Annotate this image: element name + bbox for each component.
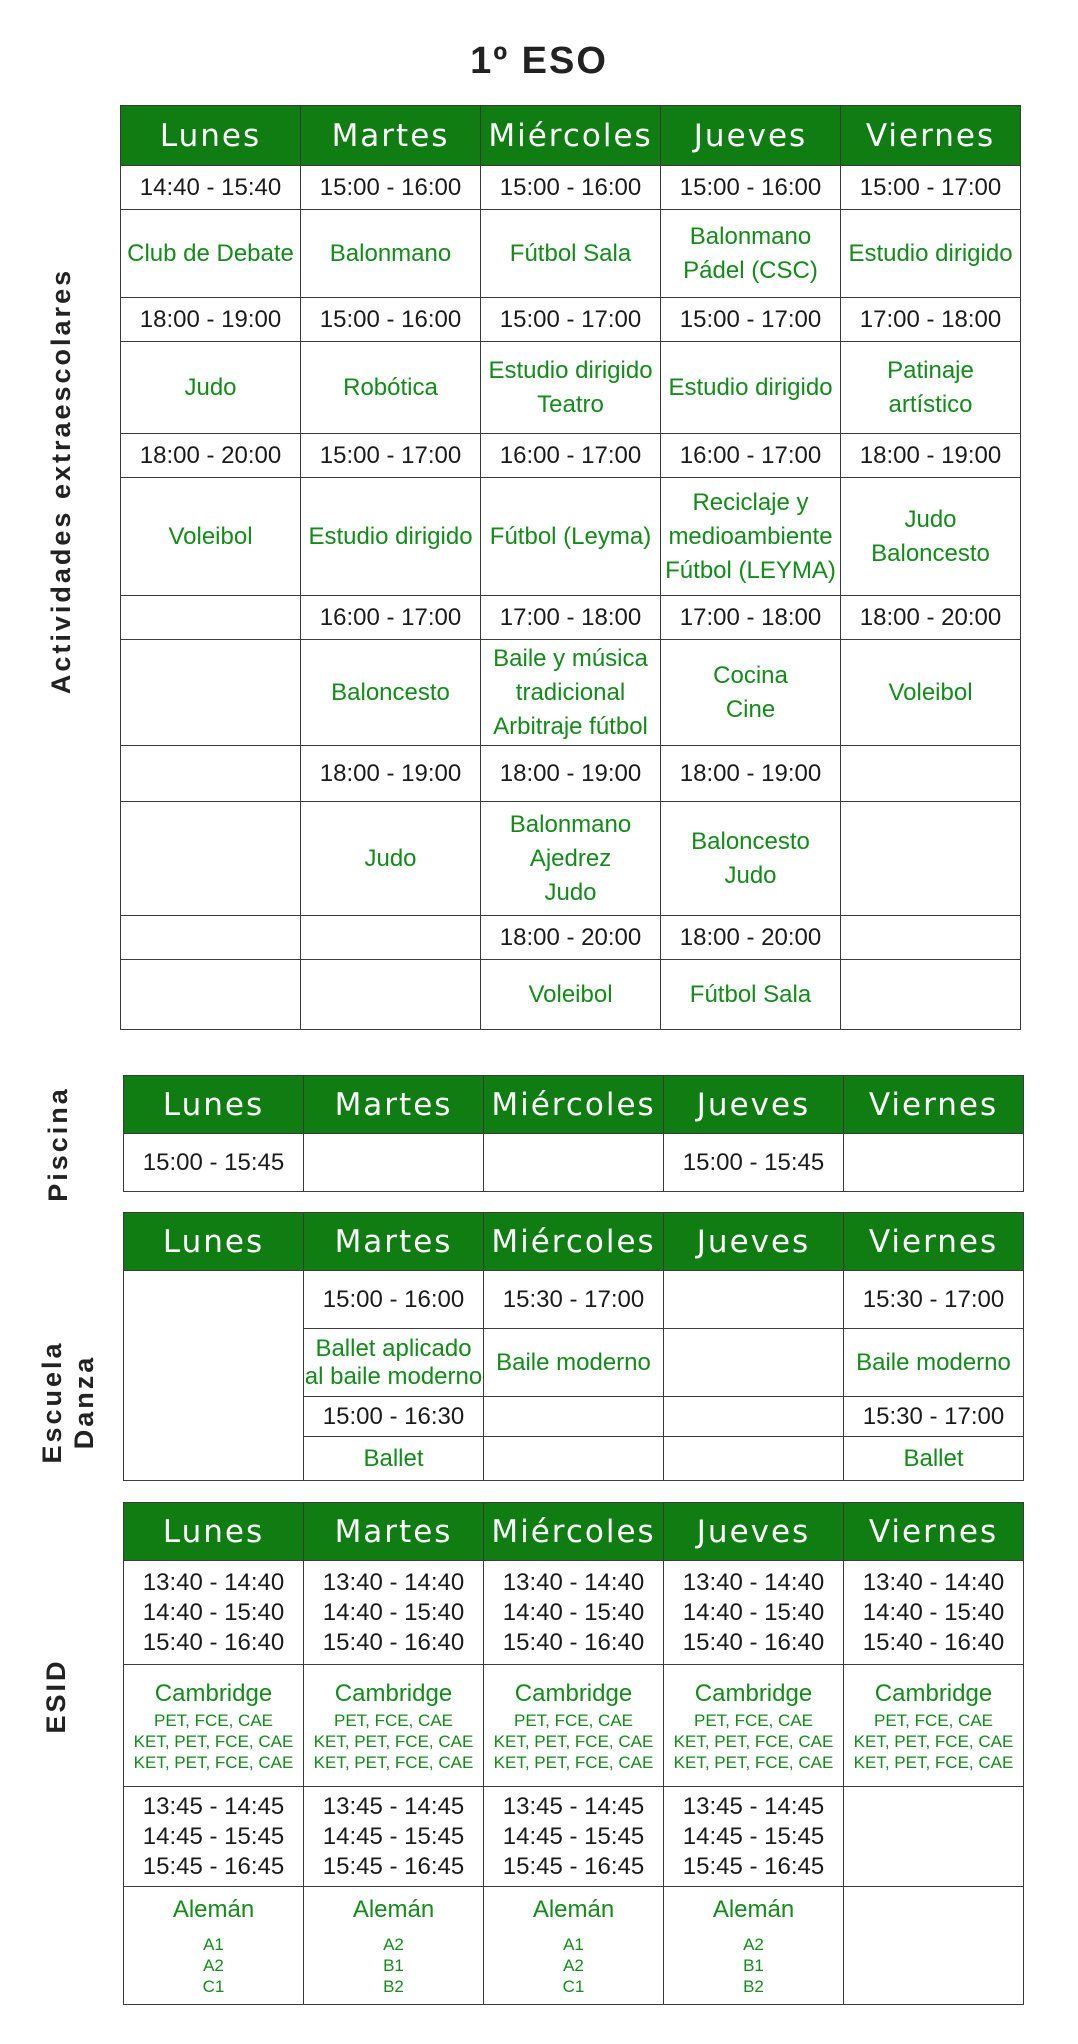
time-cell: 16:00 - 17:00 [481, 434, 661, 478]
time-cell: 18:00 - 20:00 [841, 596, 1021, 640]
course-level: B2 [383, 1977, 404, 1996]
time-cell: 18:00 - 20:00 [661, 916, 841, 960]
activity-cell [481, 802, 661, 916]
time-cell: 18:00 - 19:00 [661, 746, 841, 802]
section-label-extraescolares: Actividades extraescolares [46, 267, 76, 695]
activity-line: Estudio dirigido [848, 239, 1013, 267]
time-line: 14:45 - 15:45 [142, 1822, 285, 1850]
time-cell: 15:00 - 15:45 [664, 1134, 844, 1192]
time-cell: 17:00 - 18:00 [661, 596, 841, 640]
time-cell: 15:00 - 16:00 [661, 166, 841, 210]
course-levels: PET, FCE, CAE [693, 1711, 814, 1730]
time-cell: 18:00 - 19:00 [481, 746, 661, 802]
header-jueves: Jueves [664, 1213, 844, 1271]
activity-cell [841, 960, 1021, 1030]
activity-cell [664, 1437, 844, 1481]
activity-line: Cine [725, 695, 776, 723]
section-label-piscina: Piscina [43, 1086, 73, 1202]
time-row [121, 746, 1021, 802]
aleman-times-row [124, 1787, 1024, 1887]
header-row [124, 1503, 1024, 1561]
course-levels: KET, PET, FCE, CAE [493, 1753, 654, 1772]
activity-cell [301, 210, 481, 298]
course-levels: KET, PET, FCE, CAE [133, 1753, 294, 1772]
activity-line: Patinaje [887, 356, 974, 384]
time-cell: 16:00 - 17:00 [661, 434, 841, 478]
time-cell [841, 916, 1021, 960]
time-line: 15:40 - 16:40 [682, 1628, 825, 1656]
cambridge-cell [664, 1665, 844, 1787]
activity-line: Reciclaje y [692, 488, 809, 516]
time-cell: 15:00 - 16:00 [301, 298, 481, 342]
header-miercoles: Miércoles [481, 106, 661, 166]
time-line: 15:40 - 16:40 [322, 1628, 465, 1656]
activity-cell [121, 478, 301, 596]
time-line: 15:45 - 16:45 [682, 1852, 825, 1880]
time-line: 13:45 - 14:45 [142, 1792, 285, 1820]
activity-cell [121, 640, 301, 746]
activity-row [121, 478, 1021, 596]
aleman-cell [484, 1887, 664, 2005]
course-levels: KET, PET, FCE, CAE [313, 1732, 474, 1751]
course-level: A1 [563, 1935, 584, 1954]
time-cell [304, 1561, 484, 1665]
header-martes: Martes [301, 106, 481, 166]
course-levels: KET, PET, FCE, CAE [673, 1732, 834, 1751]
course-name: Cambridge [874, 1680, 993, 1707]
time-row [121, 298, 1021, 342]
activity-cell [661, 802, 841, 916]
activity-cell [301, 478, 481, 596]
time-cell [841, 746, 1021, 802]
time-line: 15:40 - 16:40 [142, 1628, 285, 1656]
activity-line: tradicional [515, 678, 626, 706]
time-cell [844, 1787, 1024, 1887]
time-line: 13:40 - 14:40 [502, 1568, 645, 1596]
course-level: C1 [562, 1977, 585, 1996]
section-label-danza-line1: Escuela [37, 1340, 67, 1464]
course-level: C1 [202, 1977, 225, 1996]
activity-line: Robótica [343, 373, 438, 401]
time-cell [121, 596, 301, 640]
time-line: 14:40 - 15:40 [322, 1598, 465, 1626]
time-cell [664, 1397, 844, 1437]
time-cell [121, 746, 301, 802]
activity-cell [841, 478, 1021, 596]
time-row [124, 1271, 1024, 1329]
header-viernes: Viernes [844, 1213, 1024, 1271]
activity-cell: Ballet [304, 1437, 484, 1481]
time-cell [304, 1787, 484, 1887]
time-cell [664, 1271, 844, 1329]
activity-line: Baloncesto [331, 678, 450, 706]
activity-line: Voleibol [888, 678, 973, 706]
course-level: B1 [383, 1956, 404, 1975]
time-row [124, 1134, 1024, 1192]
spacer [124, 1926, 303, 1934]
time-cell: 17:00 - 18:00 [841, 298, 1021, 342]
time-cell: 15:00 - 16:00 [301, 166, 481, 210]
header-jueves: Jueves [664, 1503, 844, 1561]
time-line: 14:40 - 15:40 [142, 1598, 285, 1626]
course-level: A2 [203, 1956, 224, 1975]
header-martes: Martes [304, 1503, 484, 1561]
activity-cell [481, 210, 661, 298]
course-levels: KET, PET, FCE, CAE [853, 1753, 1014, 1772]
activity-cell [481, 478, 661, 596]
time-cell [121, 916, 301, 960]
activity-line: Baile y música [493, 644, 648, 672]
aleman-cell [124, 1887, 304, 2005]
course-name: Cambridge [514, 1680, 633, 1707]
activity-line: Voleibol [528, 980, 613, 1008]
header-martes: Martes [304, 1213, 484, 1271]
danza-table [123, 1212, 1024, 1481]
course-level: A2 [563, 1956, 584, 1975]
activity-line: Fútbol Sala [689, 980, 812, 1008]
activity-line: Fútbol Sala [509, 239, 632, 267]
activity-row [121, 960, 1021, 1030]
time-cell: 18:00 - 20:00 [481, 916, 661, 960]
activity-line: Judo [904, 505, 957, 533]
course-name: Alemán [712, 1896, 795, 1923]
cambridge-cell [484, 1665, 664, 1787]
activity-line: Baloncesto [691, 827, 810, 855]
header-lunes: Lunes [124, 1213, 304, 1271]
course-levels: KET, PET, FCE, CAE [133, 1732, 294, 1751]
course-name: Alemán [172, 1896, 255, 1923]
header-lunes: Lunes [124, 1503, 304, 1561]
time-cell: 16:00 - 17:00 [301, 596, 481, 640]
header-row [121, 106, 1021, 166]
aleman-row [124, 1887, 1024, 2005]
activity-line: Ajedrez [529, 844, 612, 872]
time-row [121, 166, 1021, 210]
activity-cell [661, 342, 841, 434]
spacer [304, 1926, 483, 1934]
activity-cell [301, 640, 481, 746]
header-row [124, 1076, 1024, 1134]
course-name: Alemán [532, 1896, 615, 1923]
cambridge-cell [304, 1665, 484, 1787]
aleman-cell [664, 1887, 844, 2005]
extraescolares-table [120, 105, 1021, 1030]
time-cell: 17:00 - 18:00 [481, 596, 661, 640]
activity-cell [661, 960, 841, 1030]
activity-line: Club de Debate [127, 239, 294, 267]
activity-line: Fútbol (Leyma) [489, 522, 652, 550]
spacer [484, 1926, 663, 1934]
activity-cell [841, 640, 1021, 746]
activity-row [121, 210, 1021, 298]
time-cell [124, 1787, 304, 1887]
time-line: 15:40 - 16:40 [862, 1628, 1005, 1656]
cambridge-times-row [124, 1561, 1024, 1665]
course-level: B2 [743, 1977, 764, 1996]
header-viernes: Viernes [841, 106, 1021, 166]
time-cell: 15:00 - 16:00 [481, 166, 661, 210]
time-line: 13:40 - 14:40 [322, 1568, 465, 1596]
time-cell: 15:00 - 17:00 [841, 166, 1021, 210]
header-viernes: Viernes [844, 1503, 1024, 1561]
activity-line: artístico [888, 390, 973, 418]
course-level: A1 [203, 1935, 224, 1954]
spacer [664, 1926, 843, 1934]
course-name: Cambridge [694, 1680, 813, 1707]
time-cell [664, 1561, 844, 1665]
activity-cell [481, 342, 661, 434]
activity-line: medioambiente [668, 522, 833, 550]
time-row [121, 596, 1021, 640]
time-cell [484, 1134, 664, 1192]
section-label-danza-line2: Danza [69, 1354, 99, 1450]
time-line: 13:40 - 14:40 [862, 1568, 1005, 1596]
time-line: 14:45 - 15:45 [322, 1822, 465, 1850]
time-line: 15:45 - 16:45 [502, 1852, 645, 1880]
activity-line: Fútbol (LEYMA) [665, 556, 836, 584]
header-lunes: Lunes [121, 106, 301, 166]
time-line: 15:40 - 16:40 [502, 1628, 645, 1656]
course-levels: KET, PET, FCE, CAE [313, 1753, 474, 1772]
time-cell: 15:30 - 17:00 [484, 1271, 664, 1329]
time-cell: 18:00 - 19:00 [301, 746, 481, 802]
time-line: 14:45 - 15:45 [682, 1822, 825, 1850]
activity-cell [484, 1329, 664, 1397]
time-line: 13:40 - 14:40 [142, 1568, 285, 1596]
time-cell: 15:00 - 17:00 [301, 434, 481, 478]
activity-row [121, 342, 1021, 434]
time-line: 13:40 - 14:40 [682, 1568, 825, 1596]
course-levels: KET, PET, FCE, CAE [493, 1732, 654, 1751]
time-cell [304, 1134, 484, 1192]
time-line: 14:40 - 15:40 [862, 1598, 1005, 1626]
header-miercoles: Miércoles [484, 1503, 664, 1561]
course-levels: PET, FCE, CAE [333, 1711, 454, 1730]
header-jueves: Jueves [664, 1076, 844, 1134]
aleman-cell [304, 1887, 484, 2005]
header-miercoles: Miércoles [484, 1076, 664, 1134]
time-cell: 15:30 - 17:00 [844, 1397, 1024, 1437]
header-row [124, 1213, 1024, 1271]
time-cell: 15:30 - 17:00 [844, 1271, 1024, 1329]
activity-cell [301, 802, 481, 916]
activity-cell [844, 1329, 1024, 1397]
activity-cell [661, 640, 841, 746]
activity-cell [661, 478, 841, 596]
activity-line: Arbitraje fútbol [493, 712, 648, 740]
time-cell [484, 1787, 664, 1887]
cambridge-cell [124, 1665, 304, 1787]
section-label-danza [36, 1312, 100, 1492]
activity-line: Baile moderno [856, 1348, 1011, 1376]
activity-cell [481, 960, 661, 1030]
course-levels: PET, FCE, CAE [873, 1711, 994, 1730]
time-cell [124, 1271, 304, 1481]
esid-table [123, 1502, 1024, 2005]
activity-cell: Ballet [844, 1437, 1024, 1481]
time-cell: 15:00 - 17:00 [661, 298, 841, 342]
time-line: 14:45 - 15:45 [502, 1822, 645, 1850]
time-cell [844, 1561, 1024, 1665]
time-line: 15:45 - 16:45 [322, 1852, 465, 1880]
activity-line: Teatro [537, 390, 604, 418]
time-line: 14:40 - 15:40 [682, 1598, 825, 1626]
activity-cell [304, 1329, 484, 1397]
time-cell: 18:00 - 19:00 [121, 298, 301, 342]
page-title: 1º ESO [470, 40, 608, 82]
time-cell [124, 1561, 304, 1665]
activity-cell [484, 1437, 664, 1481]
activity-line: Balonmano [689, 222, 812, 250]
time-cell [484, 1397, 664, 1437]
activity-cell [121, 342, 301, 434]
time-line: 13:45 - 14:45 [502, 1792, 645, 1820]
activity-row [121, 640, 1021, 746]
activity-line: Estudio dirigido [488, 356, 653, 384]
course-levels: KET, PET, FCE, CAE [853, 1732, 1014, 1751]
activity-cell [661, 210, 841, 298]
activity-cell [664, 1329, 844, 1397]
header-viernes: Viernes [844, 1076, 1024, 1134]
activity-line: Pádel (CSC) [683, 256, 818, 284]
time-cell: 15:00 - 17:00 [481, 298, 661, 342]
activity-cell [841, 342, 1021, 434]
time-cell [844, 1134, 1024, 1192]
aleman-cell [844, 1887, 1024, 2005]
activity-line: Judo [364, 844, 417, 872]
activity-cell [841, 802, 1021, 916]
section-label-esid: ESID [41, 1658, 71, 1734]
time-cell: 15:00 - 15:45 [124, 1134, 304, 1192]
activity-row [121, 802, 1021, 916]
activity-cell [481, 640, 661, 746]
course-name: Alemán [352, 1896, 435, 1923]
time-cell: 15:00 - 16:00 [304, 1271, 484, 1329]
header-jueves: Jueves [661, 106, 841, 166]
time-line: 13:45 - 14:45 [322, 1792, 465, 1820]
activity-cell [841, 210, 1021, 298]
activity-line: Baloncesto [871, 539, 990, 567]
activity-line: Estudio dirigido [668, 373, 833, 401]
time-row [121, 916, 1021, 960]
course-level: B1 [743, 1956, 764, 1975]
time-cell: 15:00 - 16:30 [304, 1397, 484, 1437]
piscina-table [123, 1075, 1024, 1192]
activity-cell [301, 960, 481, 1030]
activity-line: al baile moderno [304, 1362, 483, 1390]
course-levels: PET, FCE, CAE [513, 1711, 634, 1730]
time-cell: 18:00 - 19:00 [841, 434, 1021, 478]
activity-line: Baile moderno [496, 1348, 651, 1376]
time-cell: 18:00 - 20:00 [121, 434, 301, 478]
activity-cell [121, 210, 301, 298]
activity-line: Judo [184, 373, 237, 401]
activity-line: Estudio dirigido [308, 522, 473, 550]
time-row [121, 434, 1021, 478]
course-levels: KET, PET, FCE, CAE [673, 1753, 834, 1772]
activity-cell [301, 342, 481, 434]
course-levels: PET, FCE, CAE [153, 1711, 274, 1730]
activity-line: Ballet aplicado [315, 1334, 472, 1362]
cambridge-cell [844, 1665, 1024, 1787]
time-cell [484, 1561, 664, 1665]
header-lunes: Lunes [124, 1076, 304, 1134]
activity-line: Judo [544, 878, 597, 906]
cambridge-row [124, 1665, 1024, 1787]
activity-line: Cocina [713, 661, 788, 689]
course-name: Cambridge [334, 1680, 453, 1707]
course-name: Cambridge [154, 1680, 273, 1707]
activity-cell [121, 802, 301, 916]
activity-cell [121, 960, 301, 1030]
time-cell [301, 916, 481, 960]
activity-line: Balonmano [329, 239, 452, 267]
time-cell [664, 1787, 844, 1887]
activity-line: Balonmano [509, 810, 632, 838]
time-cell: 14:40 - 15:40 [121, 166, 301, 210]
time-line: 15:45 - 16:45 [142, 1852, 285, 1880]
activity-line: Judo [724, 861, 777, 889]
course-level: A2 [383, 1935, 404, 1954]
time-line: 13:45 - 14:45 [682, 1792, 825, 1820]
activity-line: Voleibol [168, 522, 253, 550]
header-martes: Martes [304, 1076, 484, 1134]
header-miercoles: Miércoles [484, 1213, 664, 1271]
time-line: 14:40 - 15:40 [502, 1598, 645, 1626]
course-level: A2 [743, 1935, 764, 1954]
